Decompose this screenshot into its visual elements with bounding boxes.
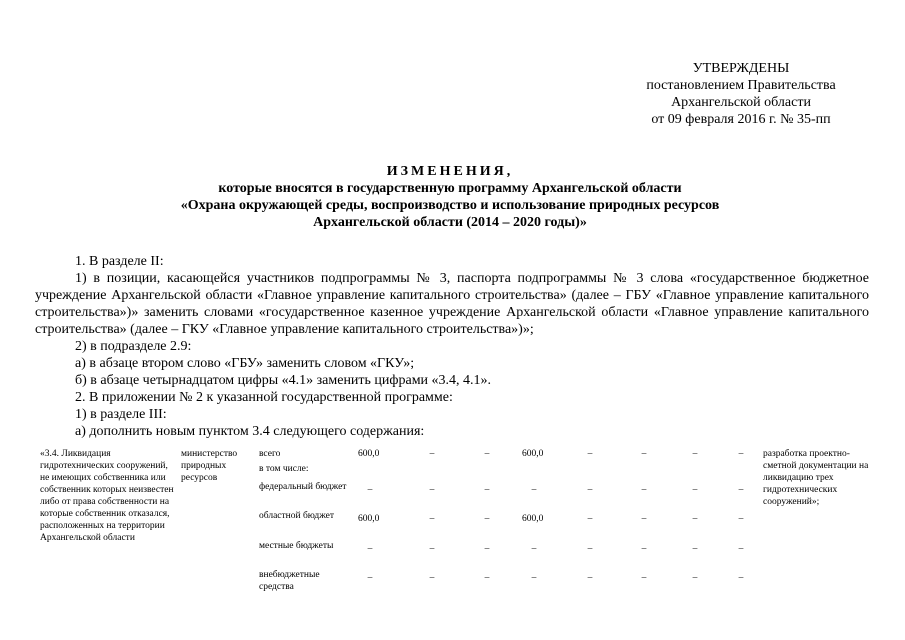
funding-value-cell: – (484, 573, 490, 583)
funding-value-cell: – (484, 544, 490, 554)
funding-source-cell: всего (259, 449, 281, 459)
title-line: которые вносятся в государственную программу Архангельской области (218, 181, 682, 196)
funding-value-cell: – (484, 485, 490, 495)
program-table (35, 448, 869, 638)
funding-source-cell: внебюджетные средства (259, 570, 320, 592)
funding-value-cell: – (587, 544, 593, 554)
document-title (60, 163, 840, 231)
funding-value-cell: – (367, 485, 373, 495)
funding-value-cell: 600,0 (522, 514, 544, 524)
funding-value-cell: – (587, 485, 593, 495)
funding-value-cell: – (692, 485, 698, 495)
paragraph: б) в абзаце четырнадцатом цифры «4.1» заменить цифрами «3.4, 4.1». (75, 373, 492, 388)
funding-value-cell: – (738, 514, 744, 524)
paragraph: а) в абзаце втором слово «ГБУ» заменить словом «ГКУ»; (75, 356, 415, 371)
funding-value-cell: – (484, 449, 490, 459)
result-cell: разработка проектно-сметной документации на ликвидацию трех гидротехнических сооружений»; (763, 449, 869, 507)
funding-value-cell: – (429, 573, 435, 583)
funding-value-cell: – (692, 573, 698, 583)
funding-value-cell: – (367, 544, 373, 554)
responsible-cell: министерство природных ресурсов (181, 449, 238, 483)
approval-date: от 09 февраля 2016 г. № 35-пп (651, 112, 831, 127)
funding-value-cell: – (429, 485, 435, 495)
paragraph: 2. В приложении № 2 к указанной государственной программе: (75, 390, 453, 405)
funding-value-cell: – (531, 485, 537, 495)
funding-value-cell: – (429, 514, 435, 524)
approval-title: УТВЕРЖДЕНЫ (692, 61, 790, 76)
funding-value-cell: – (738, 449, 744, 459)
approval-line: Архангельской области (671, 95, 811, 110)
funding-value-cell: – (531, 573, 537, 583)
funding-value-cell: – (641, 514, 647, 524)
funding-source-cell: федеральный бюджет (259, 482, 347, 492)
funding-value-cell: – (484, 514, 490, 524)
title-line: «Охрана окружающей среды, воспроизводство и использование природных ресурсов (180, 198, 720, 213)
title-line: Архангельской области (2014 – 2020 годы)» (313, 215, 587, 230)
funding-value-cell: – (641, 449, 647, 459)
paragraph: 2) в подразделе 2.9: (75, 339, 192, 354)
approval-stamp (600, 60, 882, 128)
funding-value-cell: – (429, 449, 435, 459)
funding-source-cell: местные бюджеты (259, 541, 334, 551)
funding-value-cell: – (531, 544, 537, 554)
funding-value-cell: 600,0 (358, 449, 380, 459)
paragraph: а) дополнить новым пунктом 3.4 следующего содержания: (75, 424, 425, 439)
funding-value-cell: – (692, 544, 698, 554)
funding-value-cell: – (429, 544, 435, 554)
funding-value-cell: – (738, 485, 744, 495)
funding-value-cell: – (641, 544, 647, 554)
funding-value-cell: – (641, 485, 647, 495)
paragraph: 1. В разделе II: (75, 254, 164, 269)
funding-value-cell: – (367, 573, 373, 583)
funding-value-cell: – (738, 573, 744, 583)
funding-value-cell: – (587, 573, 593, 583)
funding-value-cell: – (738, 544, 744, 554)
paragraph: 1) в позиции, касающейся участников подпрограммы № 3, паспорта подпрограммы № 3 слова «государственное бюджетное учреждение Архангельской области «Главное управление капитального строительства» (далее – ГБУ «Главное управление капитального строительства»)» заменить словами «государственное казенное учреждение Архангельской области «Главное управление капитального строительства» (далее – ГКУ «Главное управление капитального строительства»)»; (35, 271, 869, 337)
funding-value-cell: – (641, 573, 647, 583)
paragraph: 1) в разделе III: (75, 407, 167, 422)
title-heading: ИЗМЕНЕНИЯ, (386, 164, 514, 179)
document-body (35, 253, 869, 440)
funding-source-cell: областной бюджет (259, 511, 335, 521)
approval-line: постановлением Правительства (646, 78, 836, 93)
funding-value-cell: – (692, 449, 698, 459)
funding-value-cell: – (587, 449, 593, 459)
funding-value-cell: 600,0 (358, 514, 380, 524)
funding-value-cell: 600,0 (522, 449, 544, 459)
funding-value-cell: – (692, 514, 698, 524)
funding-value-cell: – (587, 514, 593, 524)
measure-name-cell: «3.4. Ликвидация гидротехнических сооружений, не имеющих собственника или собственник которых неизвестен либо от права собственности на которые собственник отказался, расположенных на территории Архангельской области (40, 449, 174, 543)
funding-source-cell: в том числе: (259, 464, 309, 474)
